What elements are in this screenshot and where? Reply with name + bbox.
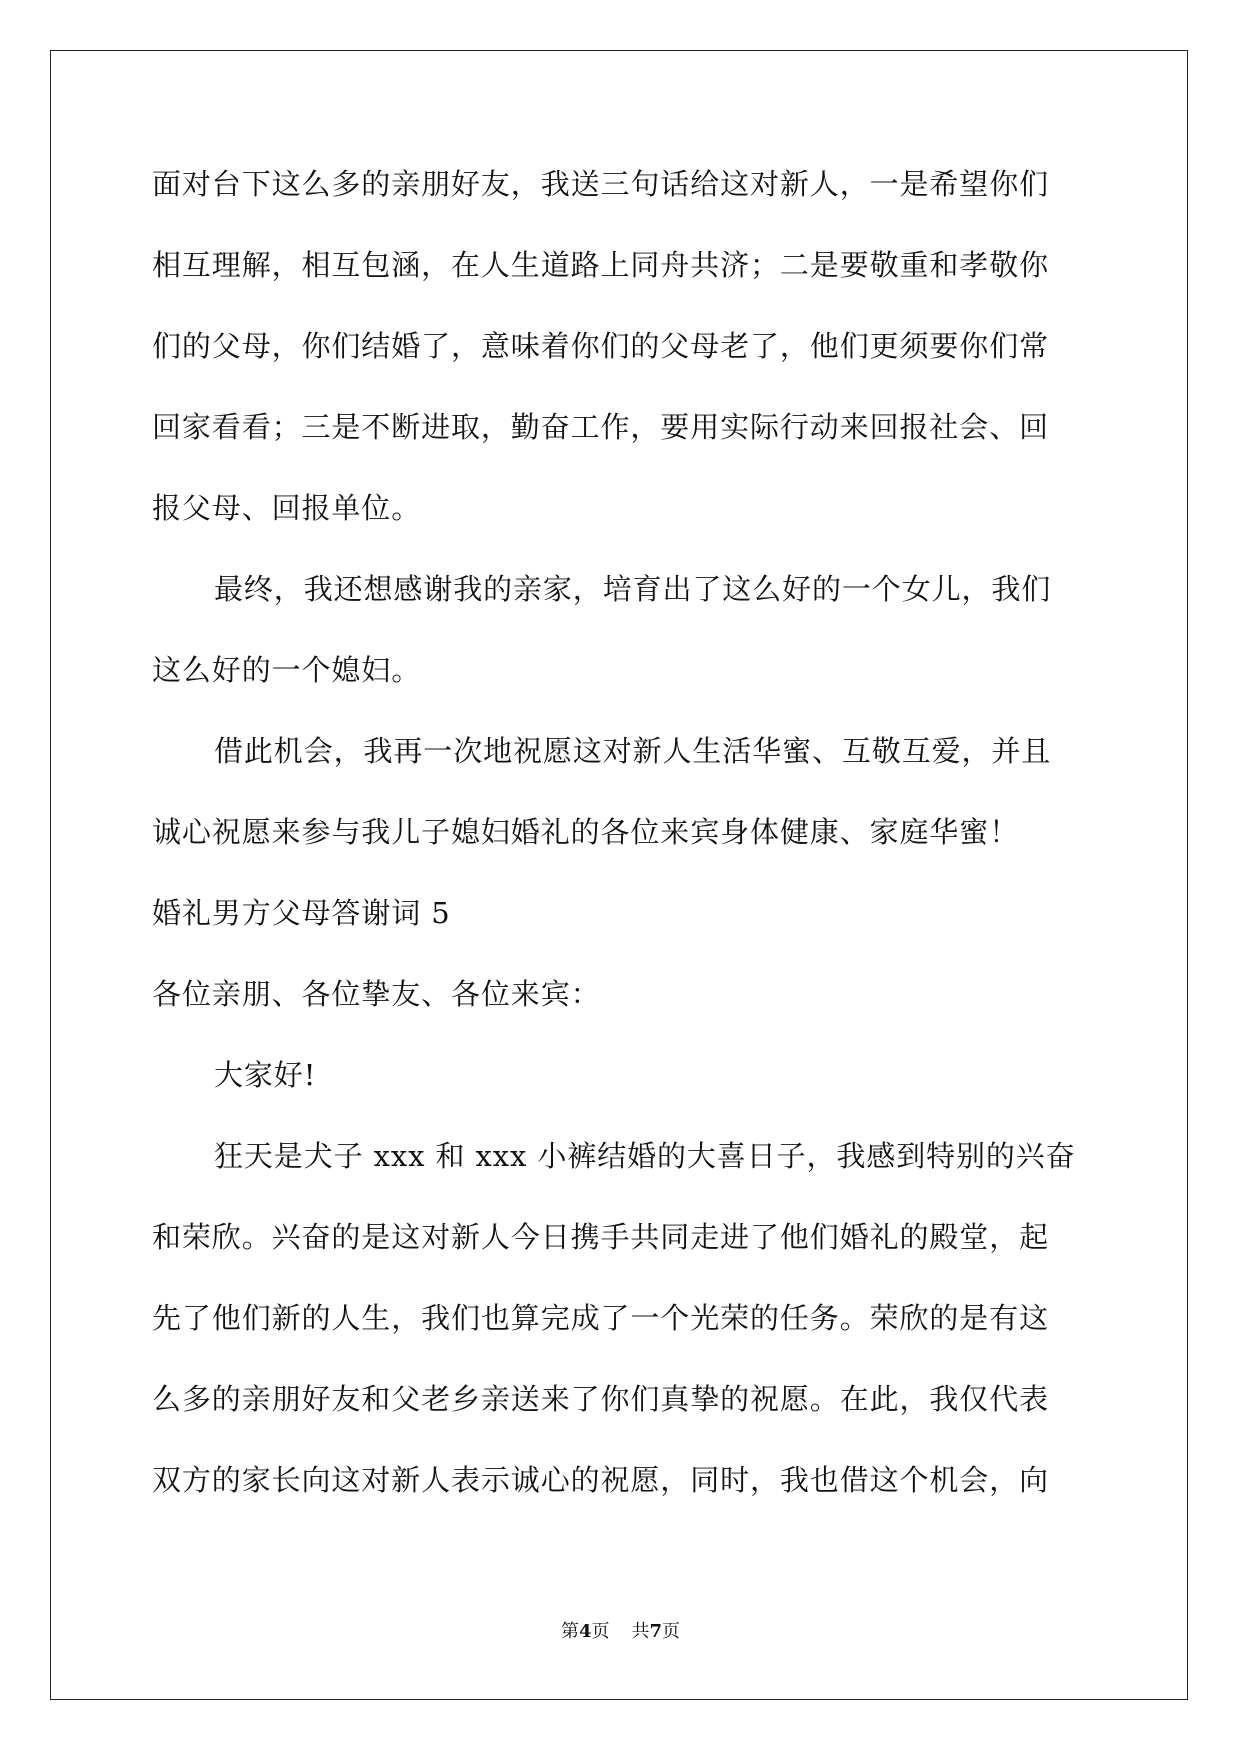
- section-heading: 婚礼男方父母答谢词 5: [152, 896, 451, 930]
- body-line: 面对台下这么多的亲朋好友，我送三句话给这对新人，一是希望你们: [152, 167, 1050, 201]
- total-pages-prefix: 共: [631, 1621, 650, 1642]
- page-footer: [0, 1620, 1241, 1644]
- total-page-count: 7: [649, 1621, 663, 1642]
- body-line: 诚心祝愿来参与我儿子媳妇婚礼的各位来宾身体健康、家庭华蜜！: [152, 815, 1020, 849]
- body-line: 回家看看；三是不断进取，勤奋工作，要用实际行动来回报社会、回: [152, 410, 1050, 444]
- body-line: 和荣欣。兴奋的是这对新人今日携手共同走进了他们婚礼的殿堂，起: [152, 1220, 1050, 1254]
- paragraph-start-line: 借此机会，我再一次地祝愿这对新人生活华蜜、互敬互爱，并且: [214, 734, 1052, 768]
- document-body: [152, 164, 1088, 1541]
- body-line: 么多的亲朋好友和父老乡亲送来了你们真挚的祝愿。在此，我仅代表: [152, 1382, 1050, 1416]
- body-line: 先了他们新的人生，我们也算完成了一个光荣的任务。荣欣的是有这: [152, 1301, 1050, 1335]
- page-number-suffix: 页: [591, 1621, 610, 1642]
- paragraph-start-line: 最终，我还想感谢我的亲家，培育出了这么好的一个女儿，我们: [214, 572, 1052, 606]
- body-line: 报父母、回报单位。: [152, 491, 422, 525]
- greeting-line: 大家好!: [214, 1058, 317, 1092]
- total-pages-suffix: 页: [662, 1621, 681, 1642]
- body-line: 双方的家长向这对新人表示诚心的祝愿，同时，我也借这个机会，向: [152, 1463, 1050, 1497]
- body-line: 相互理解，相互包涵，在人生道路上同舟共济；二是要敬重和孝敬你: [152, 248, 1050, 282]
- paragraph-start-line: 狂天是犬子 xxx 和 xxx 小裤结婚的大喜日子，我感到特别的兴奋: [214, 1139, 1076, 1173]
- body-line: 们的父母，你们结婚了，意味着你们的父母老了，他们更须要你们常: [152, 329, 1050, 363]
- body-line: 这么好的一个媳妇。: [152, 653, 422, 687]
- current-page-number: 4: [578, 1621, 592, 1642]
- page-number-prefix: 第: [560, 1621, 579, 1642]
- salutation-line: 各位亲朋、各位挚友、各位来宾：: [152, 977, 601, 1011]
